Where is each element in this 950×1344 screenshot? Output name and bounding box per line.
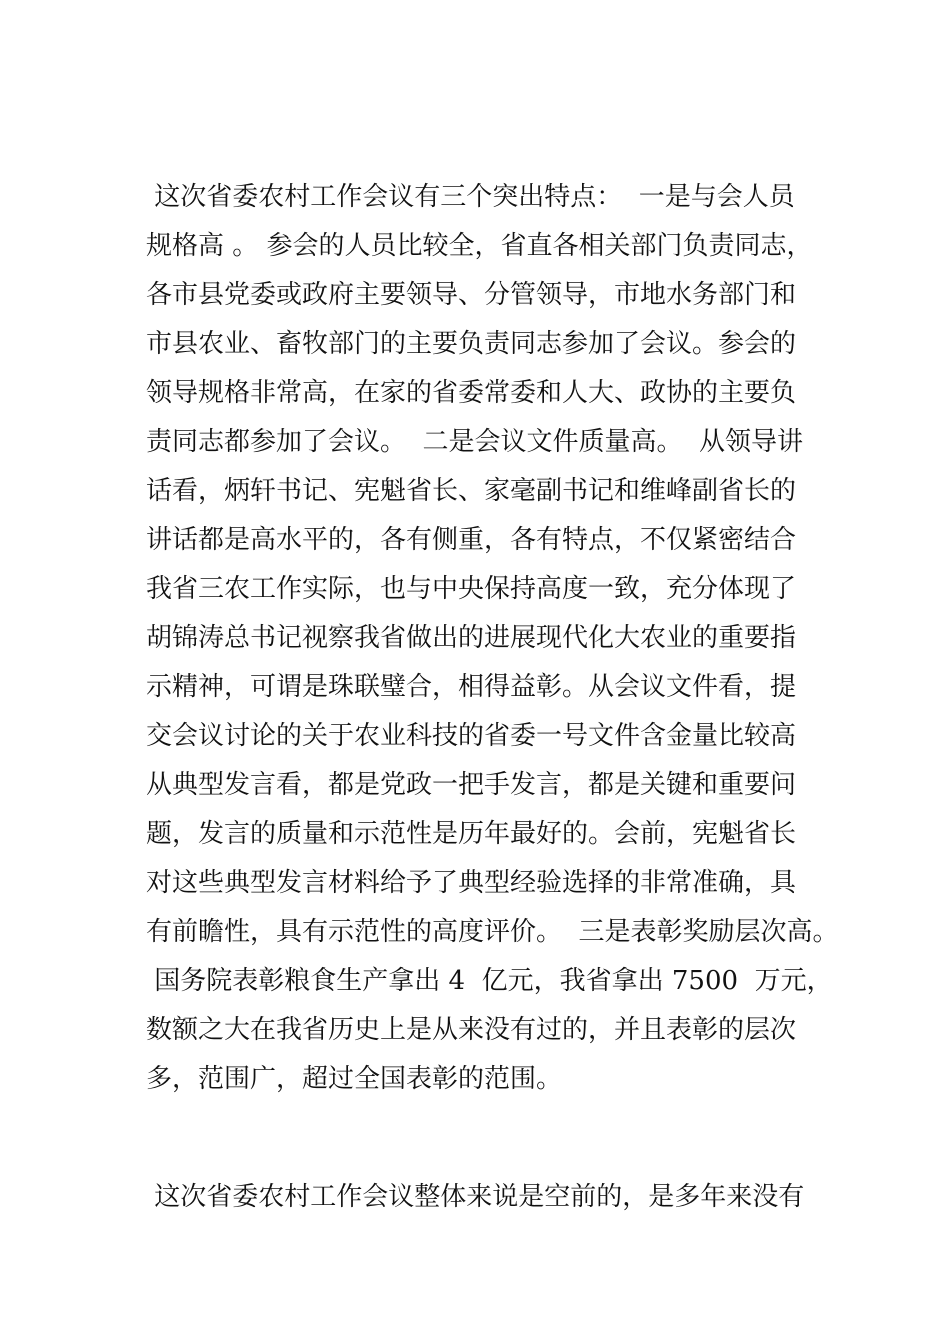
text-line: 这次省委农村工作会议整体来说是空前的，是多年来没有 <box>146 1182 805 1212</box>
text-line: 讲话都是高水平的，各有侧重，各有特点，不仅紧密结合 <box>146 525 797 555</box>
text-line: 规格高 。 参会的人员比较全，省直各相关部门负责同志， <box>146 231 813 261</box>
text-line: 有前瞻性，具有示范性的高度评价。 三是表彰奖励层次高。 <box>146 917 839 947</box>
text-line: 国务院表彰粮食生产拿出 4 亿元，我省拿出 7500 万元， <box>146 966 833 996</box>
text-line: 各市县党委或政府主要领导、分管领导，市地水务部门和 <box>146 280 797 310</box>
text-line: 市县农业、畜牧部门的主要负责同志参加了会议。参会的 <box>146 329 797 359</box>
text-line: 责同志都参加了会议。 二是会议文件质量高。 从领导讲 <box>146 427 804 457</box>
text-line: 这次省委农村工作会议有三个突出特点： 一是与会人员 <box>146 182 795 212</box>
text-line: 话看，炳轩书记、宪魁省长、家毫副书记和维峰副省长的 <box>146 476 797 506</box>
text-line: 交会议讨论的关于农业科技的省委一号文件含金量比较高 <box>146 721 797 751</box>
text-line: 多，范围广，超过全国表彰的范围。 <box>146 1064 563 1094</box>
text-line: 我省三农工作实际，也与中央保持高度一致，充分体现了 <box>146 574 797 604</box>
text-line: 领导规格非常高，在家的省委常委和人大、政协的主要负 <box>146 378 797 408</box>
text-line: 数额之大在我省历史上是从来没有过的，并且表彰的层次 <box>146 1015 797 1045</box>
text-line: 题，发言的质量和示范性是历年最好的。会前，宪魁省长 <box>146 819 797 849</box>
text-line: 胡锦涛总书记视察我省做出的进展现代化大农业的重要指 <box>146 623 797 653</box>
text-line: 从典型发言看，都是党政一把手发言，都是关键和重要问 <box>146 770 797 800</box>
text-line: 示精神，可谓是珠联璧合，相得益彰。从会议文件看，提 <box>146 672 797 702</box>
text-line: 对这些典型发言材料给予了典型经验选择的非常准确，具 <box>146 868 797 898</box>
